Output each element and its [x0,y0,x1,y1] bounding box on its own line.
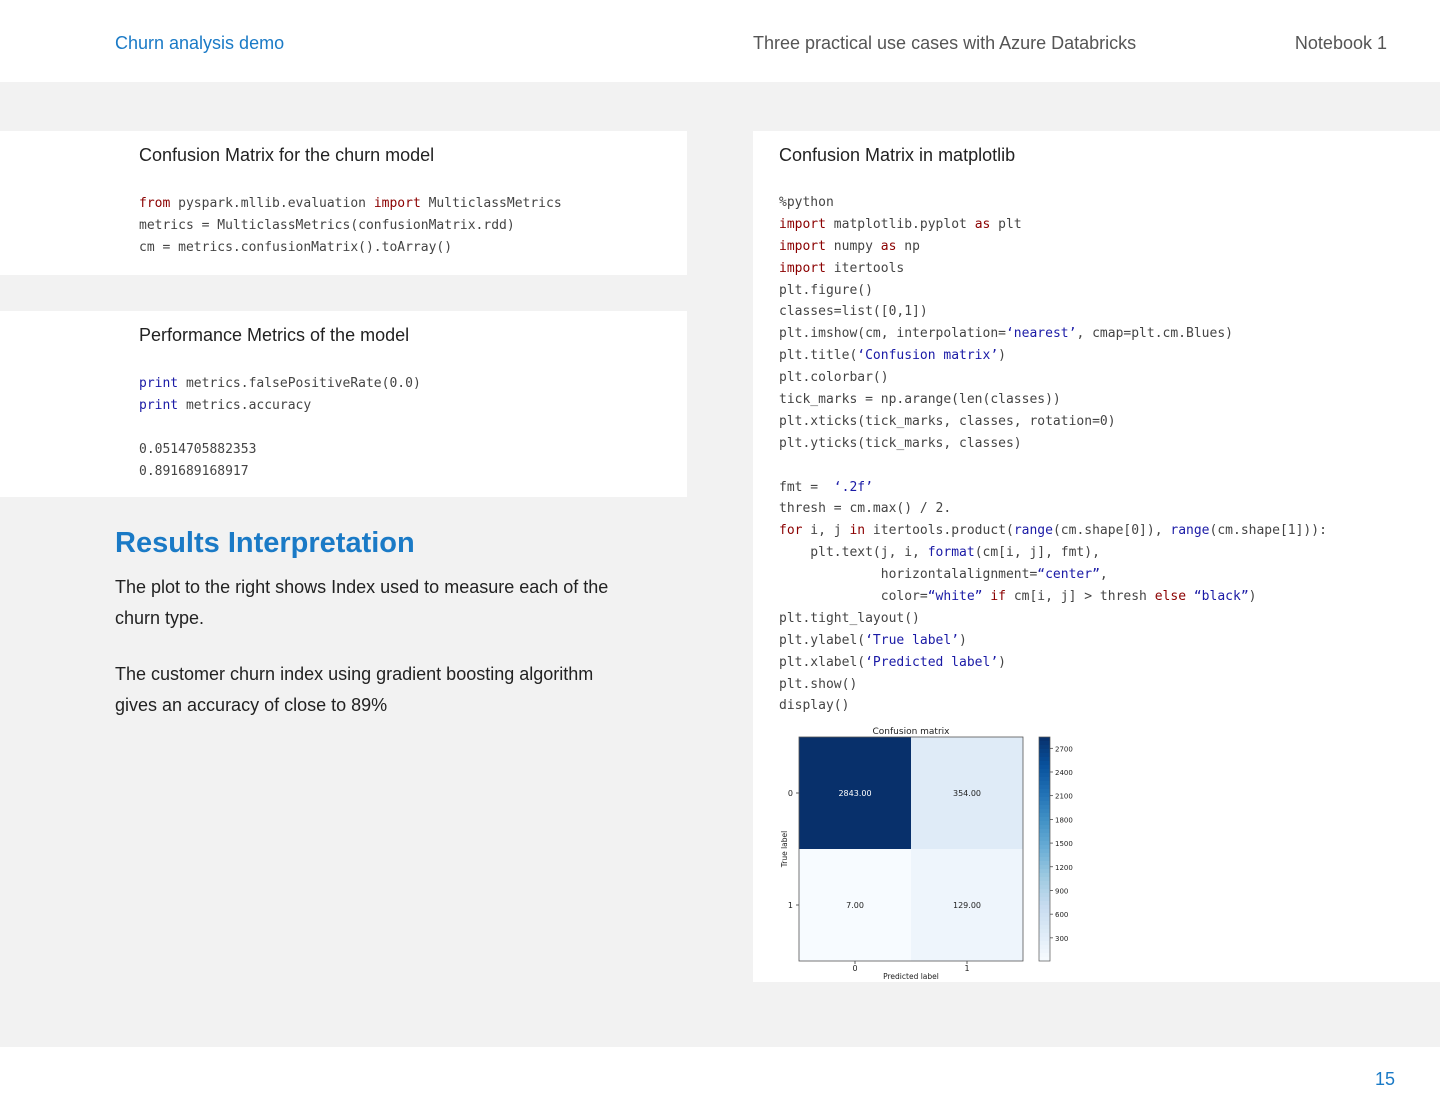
code-block [139,373,421,482]
results-heading: Results Interpretation [115,527,415,559]
code-line [139,417,421,439]
colorbar-segment [1039,909,1050,914]
colorbar-segment [1039,829,1050,834]
colorbar-segment [1039,781,1050,786]
code-line: fmt = ‘.2f’ [779,479,873,495]
colorbar-segment [1039,761,1050,766]
code-line: plt.yticks(tick_marks, classes) [779,435,1022,451]
confusion-matrix-code-card [0,131,687,275]
colorbar-segment [1039,953,1050,958]
code-line: plt.figure() [779,282,873,298]
card-title: Confusion Matrix in matplotlib [779,145,1016,165]
code-line: color=“white” if cm[i, j] > thresh else “black”) [779,589,1257,605]
colorbar-segment [1039,865,1050,870]
colorbar-segment [1039,745,1050,750]
x-tick-1: 1 [964,964,970,973]
card-title: Performance Metrics of the model [139,325,410,345]
page-footer [0,1047,1440,1113]
doc-title: Churn analysis demo [115,33,285,53]
code-line: print metrics.falsePositiveRate(0.0) [139,376,421,391]
colorbar-segment [1039,893,1050,898]
colorbar-segment [1039,889,1050,894]
colorbar-segment [1039,853,1050,858]
colorbar-segment [1039,809,1050,814]
code-block [779,192,1327,717]
cell-label-1-0: 7.00 [846,901,864,910]
card-title: Confusion Matrix for the churn model [139,145,435,165]
colorbar-segment [1039,841,1050,846]
colorbar-segment [1039,833,1050,838]
colorbar-tick-label: 600 [1055,911,1069,920]
colorbar-segment [1039,757,1050,762]
results-paragraph-2: The customer churn index using gradient boosting algorithm gives an accuracy of close to 89% [115,664,594,715]
colorbar-segment [1039,777,1050,782]
results-paragraph-1: The plot to the right shows Index used to measure each of the churn type. [115,577,609,628]
colorbar-segment [1039,845,1050,850]
code-line: cm = metrics.confusionMatrix().toArray() [139,239,453,255]
page-number: 15 [1374,1069,1395,1089]
colorbar-tick-label: 900 [1055,887,1069,896]
colorbar-segment [1039,869,1050,874]
colorbar [1039,737,1073,962]
colorbar-segment [1039,773,1050,778]
notebook-label: Notebook 1 [1294,33,1387,53]
colorbar-segment [1039,941,1050,946]
colorbar-tick-label: 2100 [1055,792,1073,801]
code-line: plt.imshow(cm, interpolation=‘nearest’, cmap=plt.cm.Blues) [779,326,1233,342]
colorbar-segment [1039,925,1050,930]
code-line: plt.ylabel(‘True label’) [779,632,967,648]
code-line: display() [779,698,850,714]
colorbar-segment [1039,769,1050,774]
colorbar-segment [1039,821,1050,826]
colorbar-segment [1039,901,1050,906]
colorbar-segment [1039,881,1050,886]
colorbar-segment [1039,905,1050,910]
cell-label-0-1: 354.00 [953,789,981,798]
colorbar-segment [1039,877,1050,882]
code-line: horizontalalignment=“center”, [779,567,1108,583]
colorbar-tick-label: 2400 [1055,768,1073,777]
y-tick-0: 0 [787,789,793,798]
code-line: 0.0514705882353 [139,441,257,457]
cell-label-0-0: 2843.00 [838,789,872,798]
y-tick-1: 1 [787,901,793,910]
colorbar-segment [1039,873,1050,878]
colorbar-segment [1039,741,1050,746]
colorbar-segment [1039,913,1050,918]
x-axis-label: Predicted label [883,972,939,980]
page-header [0,0,1440,82]
code-line: plt.text(j, i, format(cm[i, j], fmt), [779,545,1100,561]
code-line: classes=list([0,1]) [779,304,928,320]
code-line: plt.xlabel(‘Predicted label’) [779,654,1006,670]
code-line: for i, j in itertools.product(range(cm.shape[0]), range(cm.shape[1])): [779,523,1327,539]
x-tick-0: 0 [852,964,858,973]
code-line: plt.xticks(tick_marks, classes, rotation=0) [779,413,1116,429]
colorbar-tick-label: 1200 [1055,863,1073,872]
y-axis-label: True label [780,830,789,868]
colorbar-segment [1039,785,1050,790]
colorbar-segment [1039,797,1050,802]
colorbar-segment [1039,737,1050,742]
matplotlib-code-card [753,131,1440,982]
colorbar-tick-label: 300 [1055,934,1069,943]
colorbar-segment [1039,789,1050,794]
code-line: plt.title(‘Confusion matrix’) [779,348,1006,364]
code-line: tick_marks = np.arange(len(classes)) [779,392,1061,408]
colorbar-segment [1039,929,1050,934]
code-line: plt.show() [779,676,858,692]
colorbar-segment [1039,917,1050,922]
performance-metrics-card [0,311,687,497]
colorbar-segment [1039,825,1050,830]
colorbar-segment [1039,813,1050,818]
colorbar-segment [1039,861,1050,866]
code-line: from pyspark.mllib.evaluation import MulticlassMetrics [139,196,562,211]
doc-subtitle: Three practical use cases with Azure Databricks [753,33,1137,53]
code-line: 0.891689168917 [139,463,249,479]
colorbar-tick-label: 2700 [1055,745,1073,754]
code-line: %python [779,195,834,210]
colorbar-segment [1039,749,1050,754]
code-block [139,193,562,259]
colorbar-segment [1039,849,1050,854]
colorbar-tick-label: 1500 [1055,840,1073,849]
code-line: import itertools [779,260,905,276]
colorbar-segment [1039,897,1050,902]
code-line: metrics = MulticlassMetrics(confusionMatrix.rdd) [139,217,515,233]
colorbar-segment [1039,885,1050,890]
code-line: thresh = cm.max() / 2. [779,501,952,517]
colorbar-segment [1039,817,1050,822]
code-line: print metrics.accuracy [139,397,312,413]
code-line: plt.tight_layout() [779,610,920,626]
colorbar-tick-label: 1800 [1055,816,1073,825]
cell-label-1-1: 129.00 [953,901,981,910]
heatmap-cells [796,737,1023,964]
chart-title: Confusion matrix [872,727,950,737]
colorbar-segment [1039,857,1050,862]
colorbar-segment [1039,921,1050,926]
colorbar-segment [1039,793,1050,798]
colorbar-segment [1039,949,1050,954]
code-line: plt.colorbar() [779,370,889,386]
colorbar-segment [1039,805,1050,810]
confusion-matrix-chart [773,722,1093,980]
colorbar-segment [1039,801,1050,806]
colorbar-segment [1039,933,1050,938]
colorbar-segment [1039,765,1050,770]
colorbar-segment [1039,945,1050,950]
colorbar-segment [1039,753,1050,758]
colorbar-segment [1039,837,1050,842]
colorbar-segment [1039,937,1050,942]
code-line [779,455,1327,477]
code-line: import numpy as np [779,238,920,254]
code-line: import matplotlib.pyplot as plt [779,216,1022,232]
